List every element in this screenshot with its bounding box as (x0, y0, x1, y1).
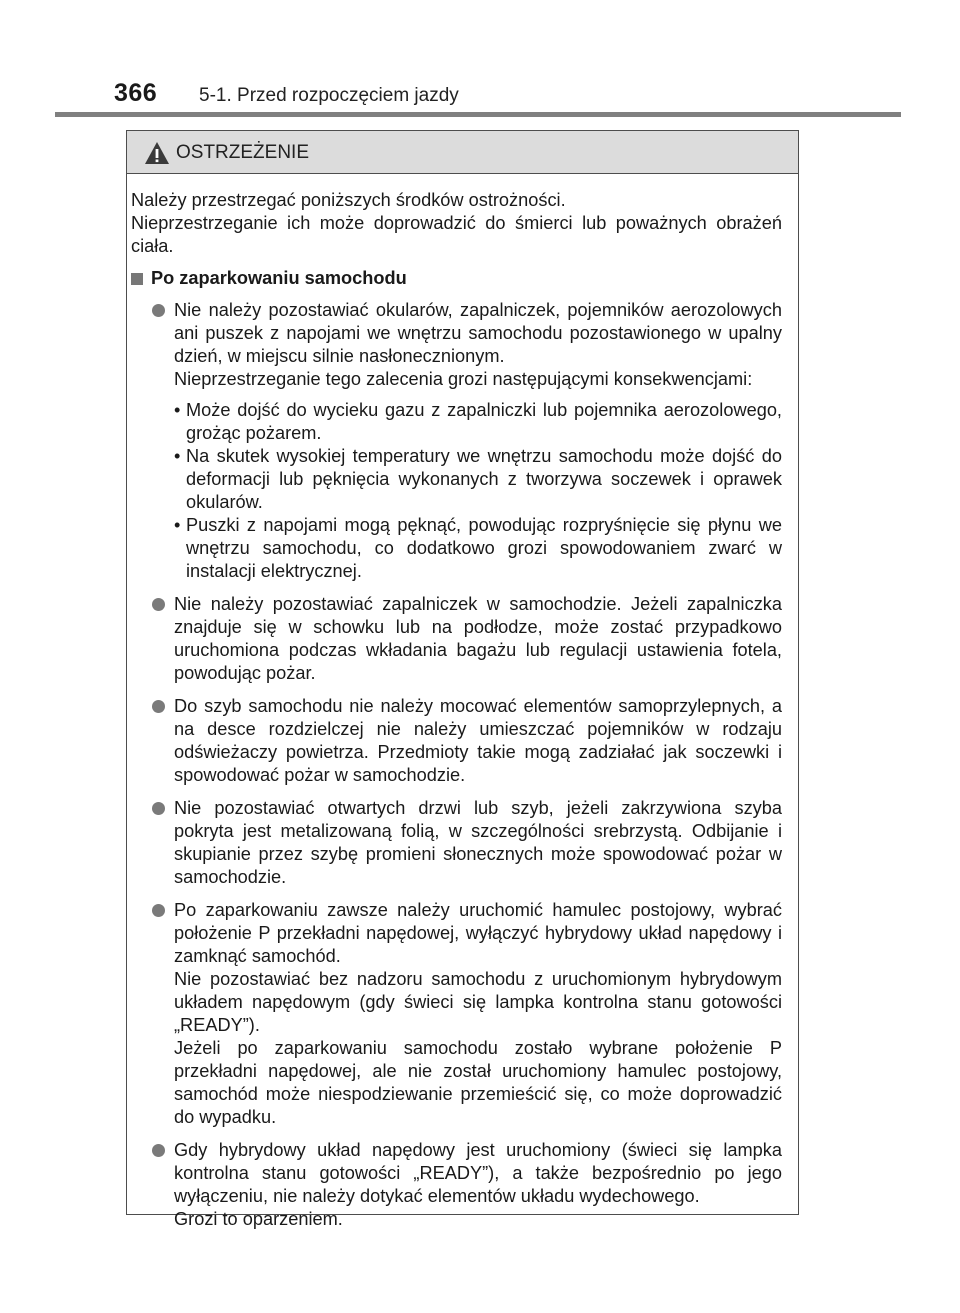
bullet-dot-icon (152, 304, 165, 317)
sub-bullet-icon: • (174, 515, 181, 535)
bullet-dot-icon (152, 700, 165, 713)
item-text: Po zaparkowaniu zawsze należy uruchomić hamulec postojowy, wybrać położenie P przekładni napędowej, wyłączyć hybrydowy układ napędowy i zamknąć samochód. (174, 900, 782, 966)
item-text: Nie pozostawiać otwartych drzwi lub szyb, jeżeli zakrzywiona szyba pokryta jest metalizowaną folią, w szczególności srebrzystą. Odbijanie i skupianie przez szybę promieni słonecznych może spowodować pożar w samochodzie. (174, 798, 782, 887)
bullet-dot-icon (152, 598, 165, 611)
item-text: Nie należy pozostawiać zapalniczek w samochodzie. Jeżeli zapalniczka znajduje się w schowku lub na podłodze, może zostać przypadkowo uruchomiona podczas wkładania bagażu lub regulacji ustawienia fotela, powodując pożar. (174, 594, 782, 683)
sub-list-item (174, 445, 782, 514)
header-divider (55, 112, 901, 117)
warning-body (127, 174, 798, 1231)
section-title: 5-1. Przed rozpoczęciem jazdy (199, 85, 459, 106)
list-item (131, 299, 782, 583)
bullet-dot-icon (152, 904, 165, 917)
item-text: Nie pozostawiać bez nadzoru samochodu z uruchomionym hybrydowym układem napędowym (gdy świeci się lampka kontrolna stanu gotowości „READY”). (174, 969, 782, 1035)
page-header (0, 0, 960, 118)
list-item (131, 1139, 782, 1231)
warning-triangle-icon (144, 141, 170, 165)
warning-title: OSTRZEŻENIE (176, 142, 310, 163)
item-text: Grozi to oparzeniem. (174, 1209, 343, 1229)
item-text: Nie należy pozostawiać okularów, zapalniczek, pojemników aerozolowych ani puszek z napojami we wnętrzu samochodu pozostawionego w upalny dzień, w miejscu silnie nasłonecznionym. (174, 300, 782, 366)
subheading-text: Po zaparkowaniu samochodu (151, 268, 407, 288)
intro-line: Należy przestrzegać poniższych środków ostrożności. (131, 190, 566, 210)
sub-item-text: Puszki z napojami mogą pęknąć, powodując rozpryśnięcie się płynu we wnętrzu samochodu, co dodatkowo grozi spowodowaniem zwarć w instalacji elektrycznej. (186, 515, 782, 581)
bullet-dot-icon (152, 1144, 165, 1157)
sub-list-item (174, 514, 782, 583)
square-bullet-icon (131, 273, 143, 285)
warning-box (126, 130, 799, 1229)
sub-bullet-icon: • (174, 400, 181, 420)
list-item (131, 593, 782, 685)
page-number: 366 (114, 79, 158, 107)
list-item (131, 695, 782, 787)
bullet-dot-icon (152, 802, 165, 815)
sub-list (174, 399, 782, 583)
sub-item-text: Może dojść do wycieku gazu z zapalniczki lub pojemnika aerozolowego, grożąc pożarem. (186, 400, 782, 443)
list-item (131, 899, 782, 1129)
warning-intro (131, 189, 782, 258)
item-text: Jeżeli po zaparkowaniu samochodu zostało wybrane położenie P przekładni napędowej, ale nie został uruchomiony hamulec postojowy, samochód może niespodziewanie przemieścić się, co może doprowadzić do wypadku. (174, 1038, 782, 1127)
subheading (131, 267, 782, 290)
item-text: Do szyb samochodu nie należy mocować elementów samoprzylepnych, a na desce rozdzielczej nie należy umieszczać pojemników w rodzaju odświeżaczy powietrza. Przedmioty takie mogą zadziałać jak soczewki i spowodować pożar w samochodzie. (174, 696, 782, 785)
list-item (131, 797, 782, 889)
intro-line: Nieprzestrzeganie ich może doprowadzić do śmierci lub poważnych obrażeń ciała. (131, 213, 782, 256)
item-text: Gdy hybrydowy układ napędowy jest uruchomiony (świeci się lampka kontrolna stanu gotowości „READY”), a także bezpośrednio po jego wyłączeniu, nie należy dotykać elementów układu wydechowego. (174, 1140, 782, 1206)
warning-header (127, 131, 798, 174)
sub-bullet-icon: • (174, 446, 181, 466)
sub-item-text: Na skutek wysokiej temperatury we wnętrzu samochodu może dojść do deformacji lub pęknięcia wykonanych z tworzywa soczewek i oprawek okularów. (186, 446, 782, 512)
sub-list-item (174, 399, 782, 445)
item-text: Nieprzestrzeganie tego zalecenia grozi następującymi konsekwencjami: (174, 369, 753, 389)
